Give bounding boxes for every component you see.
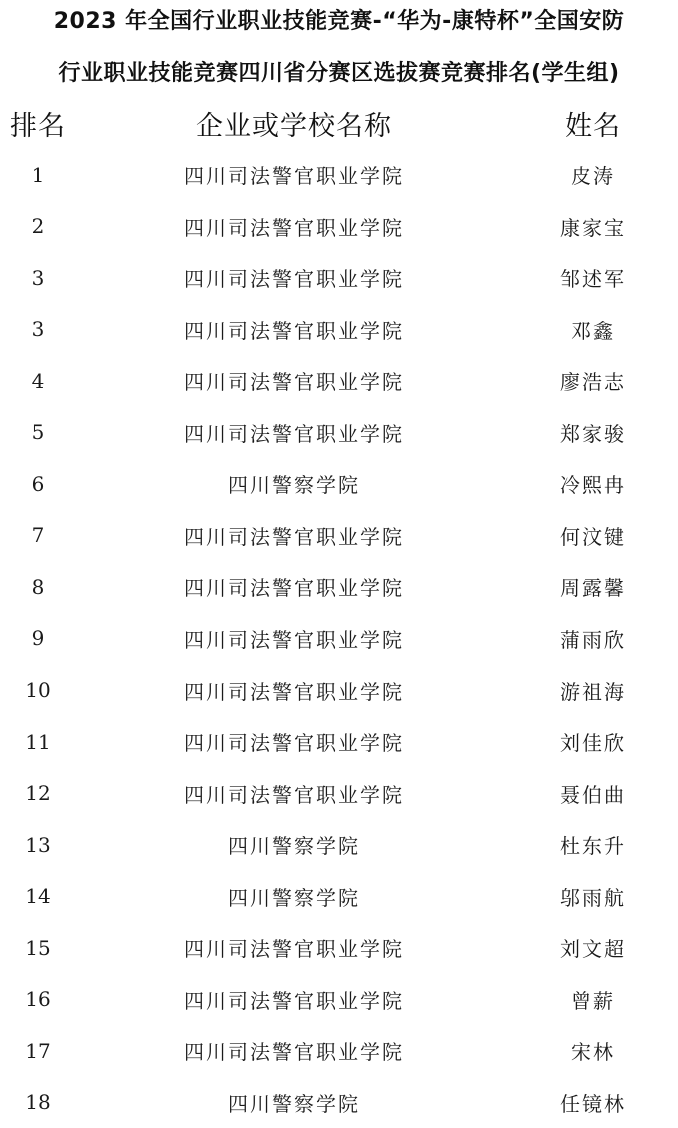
table-row xyxy=(0,304,678,355)
header-rank: 排名 xyxy=(10,110,66,142)
name-cell: 郑家骏 xyxy=(560,421,626,446)
school-cell: 四川司法警官职业学院 xyxy=(184,679,404,704)
school-cell: 四川司法警官职业学院 xyxy=(184,782,404,807)
rank-cell: 11 xyxy=(25,729,51,754)
rank-cell: 13 xyxy=(25,832,51,857)
table-row xyxy=(0,1025,678,1076)
school-cell: 四川司法警官职业学院 xyxy=(184,988,404,1013)
table-row xyxy=(0,201,678,252)
table-row xyxy=(0,665,678,716)
table-row xyxy=(0,510,678,561)
name-cell: 任镜林 xyxy=(560,1091,626,1116)
school-cell: 四川警察学院 xyxy=(228,1091,360,1116)
rank-cell: 10 xyxy=(25,678,51,702)
school-cell: 四川司法警官职业学院 xyxy=(184,524,404,549)
table-row xyxy=(0,407,678,458)
name-cell: 宋林 xyxy=(571,1040,615,1065)
rank-cell: 4 xyxy=(31,368,45,393)
name-cell: 何汶键 xyxy=(560,524,626,549)
rank-cell: 9 xyxy=(31,626,45,651)
rank-cell: 3 xyxy=(31,265,45,290)
table-row xyxy=(0,871,678,922)
name-cell: 游祖海 xyxy=(560,679,626,704)
school-cell: 四川司法警官职业学院 xyxy=(184,576,404,601)
rank-cell: 12 xyxy=(25,781,51,806)
rank-cell: 8 xyxy=(31,574,45,599)
table-row xyxy=(0,768,678,819)
table-row xyxy=(0,252,678,303)
table-row xyxy=(0,613,678,664)
rank-cell: 18 xyxy=(25,1090,51,1115)
name-cell: 周露馨 xyxy=(560,576,626,601)
name-cell: 廖浩志 xyxy=(560,370,626,395)
rank-cell: 15 xyxy=(25,935,51,960)
school-cell: 四川警察学院 xyxy=(228,834,360,859)
name-cell: 聂伯曲 xyxy=(560,782,626,807)
school-cell: 四川司法警官职业学院 xyxy=(184,318,404,343)
table-row xyxy=(0,819,678,870)
school-cell: 四川警察学院 xyxy=(228,885,360,910)
school-cell: 四川司法警官职业学院 xyxy=(184,937,404,962)
header-school: 企业或学校名称 xyxy=(196,110,392,142)
rank-cell: 16 xyxy=(25,987,51,1012)
document-title-line-2: 行业职业技能竞赛四川省分赛区选拔赛竞赛排名(学生组) xyxy=(58,61,620,86)
name-cell: 刘佳欣 xyxy=(560,731,626,756)
school-cell: 四川司法警官职业学院 xyxy=(184,370,404,395)
name-cell: 杜东升 xyxy=(560,834,626,859)
header-name: 姓名 xyxy=(565,110,621,142)
name-cell: 邹述军 xyxy=(560,267,626,292)
school-cell: 四川司法警官职业学院 xyxy=(184,164,404,188)
school-cell: 四川司法警官职业学院 xyxy=(184,731,404,756)
name-cell: 冷熙冉 xyxy=(560,473,626,498)
school-cell: 四川司法警官职业学院 xyxy=(184,421,404,446)
table-row xyxy=(0,149,678,200)
school-cell: 四川司法警官职业学院 xyxy=(184,267,404,292)
school-cell: 四川司法警官职业学院 xyxy=(184,215,404,240)
rank-cell: 5 xyxy=(31,420,45,445)
name-cell: 邓鑫 xyxy=(571,318,615,343)
table-row xyxy=(0,458,678,509)
table-row xyxy=(0,355,678,406)
name-cell: 皮涛 xyxy=(571,164,615,188)
school-cell: 四川警察学院 xyxy=(228,473,360,498)
school-cell: 四川司法警官职业学院 xyxy=(184,627,404,652)
name-cell: 康家宝 xyxy=(560,215,626,240)
name-cell: 蒲雨欣 xyxy=(560,627,626,652)
table-row xyxy=(0,1077,678,1128)
name-cell: 曾薪 xyxy=(571,988,615,1013)
rank-cell: 14 xyxy=(25,884,51,909)
name-cell: 刘文超 xyxy=(560,937,626,962)
table-row xyxy=(0,716,678,767)
rank-cell: 7 xyxy=(31,523,45,548)
school-cell: 四川司法警官职业学院 xyxy=(184,1040,404,1065)
table-header xyxy=(0,100,678,146)
rank-cell: 2 xyxy=(31,214,45,239)
document-title-line-1: 2023 年全国行业职业技能竞赛-“华为-康特杯”全国安防 xyxy=(53,9,625,34)
table-row xyxy=(0,922,678,973)
rank-cell: 6 xyxy=(31,471,45,496)
table-row xyxy=(0,561,678,612)
name-cell: 邬雨航 xyxy=(560,885,626,910)
table-row xyxy=(0,974,678,1025)
rank-cell: 3 xyxy=(31,317,45,342)
rank-cell: 1 xyxy=(31,162,45,187)
rank-cell: 17 xyxy=(25,1038,51,1063)
